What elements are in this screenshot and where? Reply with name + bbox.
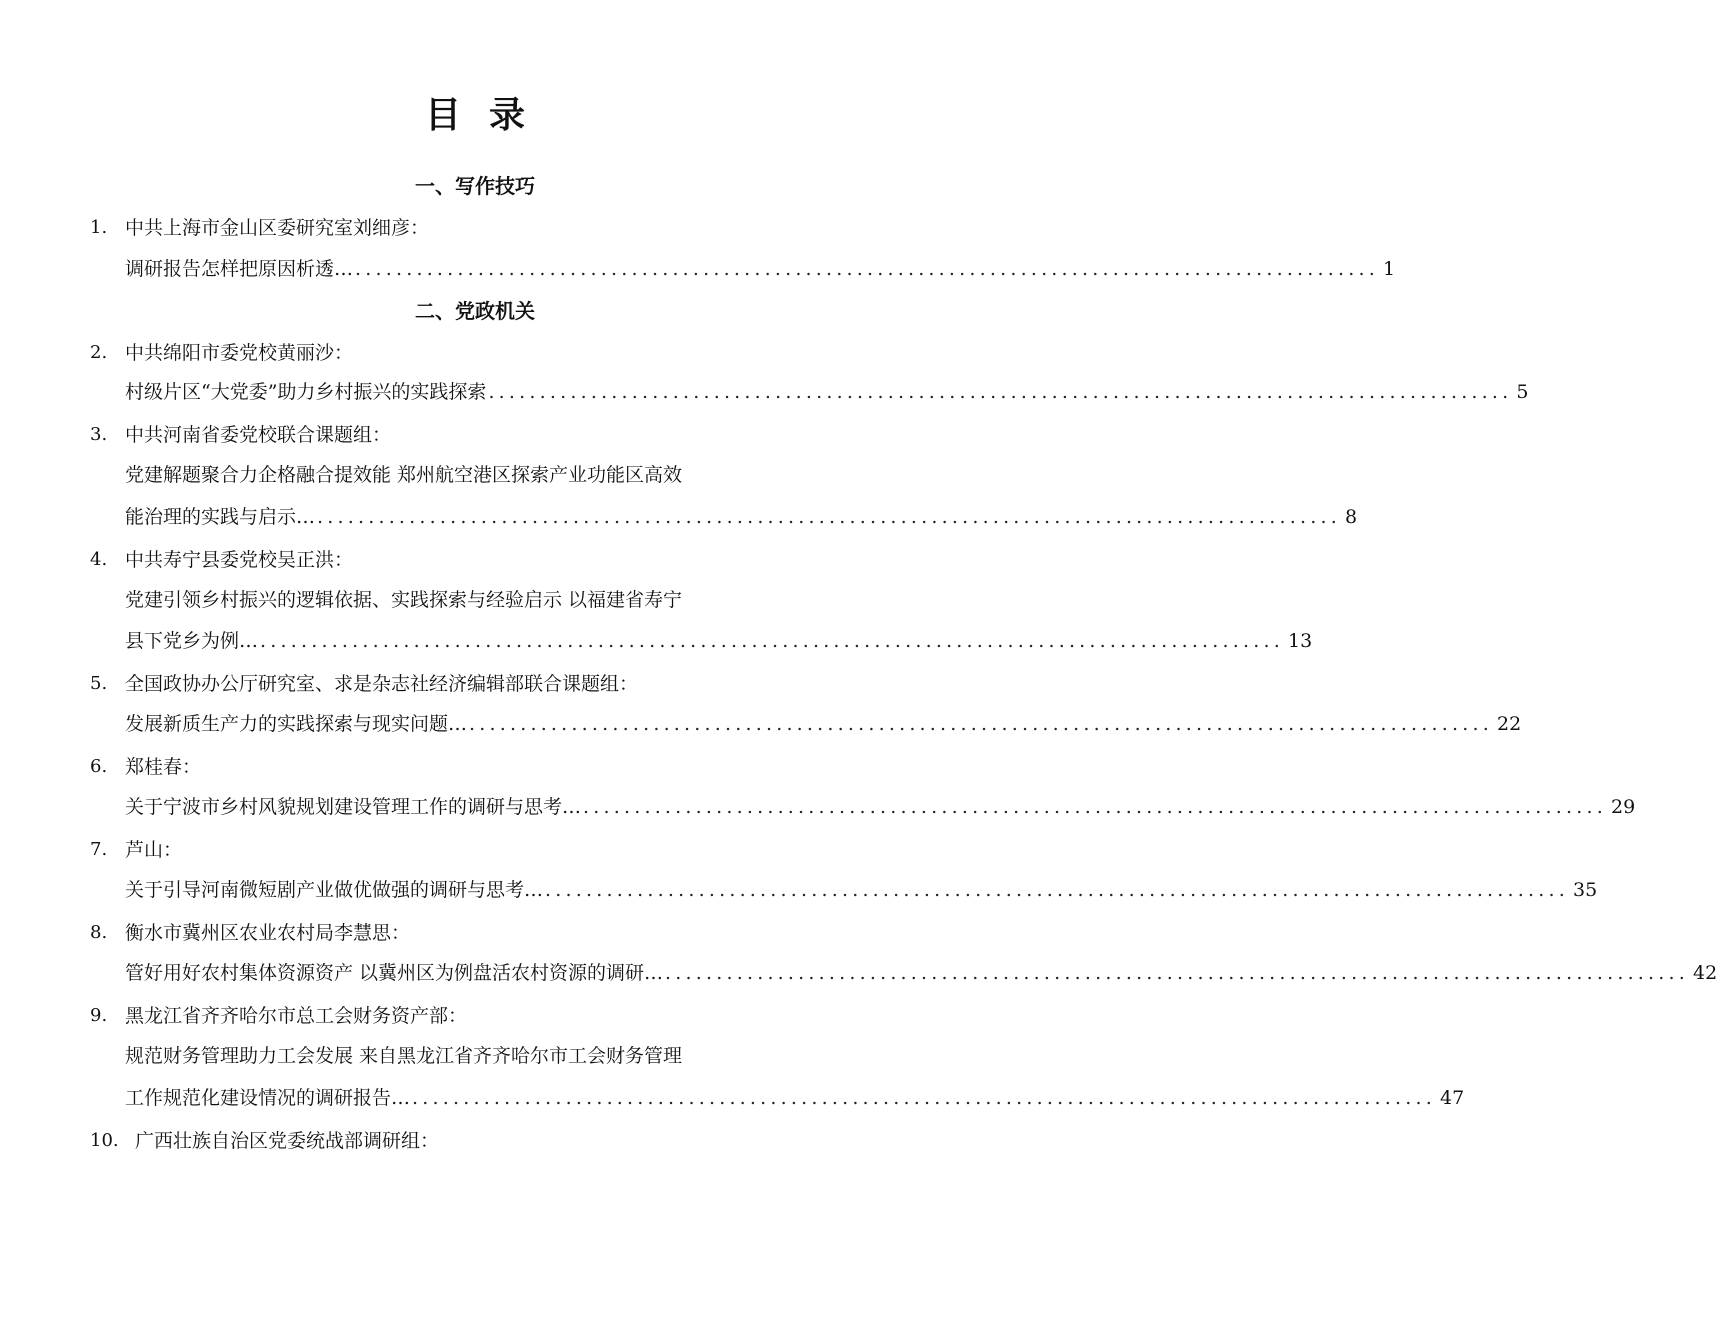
entry-title: 能治理的实践与启示… (125, 506, 316, 528)
entry-title-line: 党建解题聚合力企格融合提效能 郑州航空港区探索产业功能区高效 (125, 464, 683, 486)
dot-leader: .................................................................................................... (665, 962, 1690, 984)
entry-number: 9. (90, 1005, 108, 1026)
entry-title: 关于引导河南微短剧产业做优做强的调研与思考… (125, 879, 544, 901)
entry-author: 中共河南省委党校联合课题组： (125, 424, 392, 446)
entry-title: 关于宁波市乡村风貌规划建设管理工作的调研与思考… (125, 796, 582, 818)
entry-number: 7. (90, 839, 108, 860)
entry-author: 黑龙江省齐齐哈尔市总工会财务资产部： (125, 1005, 468, 1027)
dot-leader: .................................................................................................... (412, 1087, 1436, 1109)
dot-leader: .................................................................................................... (583, 796, 1607, 818)
section-heading-party-government: 二、党政机关 (415, 299, 535, 323)
toc-entry-row[interactable] (125, 255, 1396, 283)
entry-page-number: 1 (1382, 258, 1396, 280)
toc-entry-row[interactable] (125, 503, 1358, 531)
entry-author: 郑桂春： (125, 756, 202, 778)
entry-number: 10. (90, 1130, 119, 1151)
entry-author: 衡水市冀州区农业农村局李慧思： (125, 922, 411, 944)
entry-title: 发展新质生产力的实践探索与现实问题… (125, 713, 468, 735)
entry-page-number: 42 (1693, 962, 1717, 984)
page-title: 目录 (424, 95, 553, 136)
entry-title: 调研报告怎样把原因析透… (125, 258, 354, 280)
entry-number: 2. (90, 342, 108, 363)
section-heading-writing-skills: 一、写作技巧 (415, 174, 535, 198)
entry-author: 全国政协办公厅研究室、求是杂志社经济编辑部联合课题组： (125, 673, 639, 695)
entry-author: 中共绵阳市委党校黄丽沙： (125, 342, 354, 364)
dot-leader: .................................................................................................... (355, 258, 1379, 280)
dot-leader: .................................................................................................... (488, 381, 1513, 403)
toc-entry-row[interactable] (125, 378, 1529, 406)
entry-author: 中共寿宁县委党校吴正洪： (125, 549, 354, 571)
entry-number: 4. (90, 549, 108, 570)
dot-leader: .................................................................................................... (260, 630, 1284, 652)
entry-title: 村级片区“大党委”助力乡村振兴的实践探索 (125, 381, 487, 403)
dot-leader: .................................................................................................... (469, 713, 1493, 735)
entry-title-line: 党建引领乡村振兴的逻辑依据、实践探索与经验启示 以福建省寿宁 (125, 589, 683, 611)
entry-number: 1. (90, 217, 108, 238)
toc-entry-row[interactable] (125, 793, 1636, 821)
entry-number: 8. (90, 922, 108, 943)
entry-title: 县下党乡为例… (125, 630, 259, 652)
toc-entry-row[interactable] (125, 959, 1717, 987)
entry-number: 6. (90, 756, 108, 777)
entry-page-number: 8 (1344, 506, 1358, 528)
toc-entry-row[interactable] (125, 876, 1598, 904)
entry-page-number: 35 (1572, 879, 1598, 901)
toc-entry-row[interactable] (125, 1084, 1465, 1112)
toc-entry-row[interactable] (125, 710, 1522, 738)
entry-page-number: 47 (1439, 1087, 1465, 1109)
entry-title-line: 规范财务管理助力工会发展 来自黑龙江省齐齐哈尔市工会财务管理 (125, 1045, 683, 1067)
entry-title: 管好用好农村集体资源资产 以冀州区为例盘活农村资源的调研… (125, 962, 664, 984)
toc-entry-row[interactable] (125, 627, 1313, 655)
entry-author: 中共上海市金山区委研究室刘细彦： (125, 217, 430, 239)
entry-number: 5. (90, 673, 108, 694)
entry-author: 芦山： (125, 839, 183, 861)
entry-page-number: 13 (1287, 630, 1313, 652)
entry-title: 工作规范化建设情况的调研报告… (125, 1087, 411, 1109)
entry-page-number: 29 (1610, 796, 1636, 818)
entry-page-number: 5 (1516, 381, 1529, 403)
dot-leader: .................................................................................................... (317, 506, 1341, 528)
entry-page-number: 22 (1496, 713, 1522, 735)
dot-leader: .................................................................................................... (545, 879, 1569, 901)
entry-number: 3. (90, 424, 108, 445)
entry-author: 广西壮族自治区党委统战部调研组： (135, 1130, 440, 1152)
